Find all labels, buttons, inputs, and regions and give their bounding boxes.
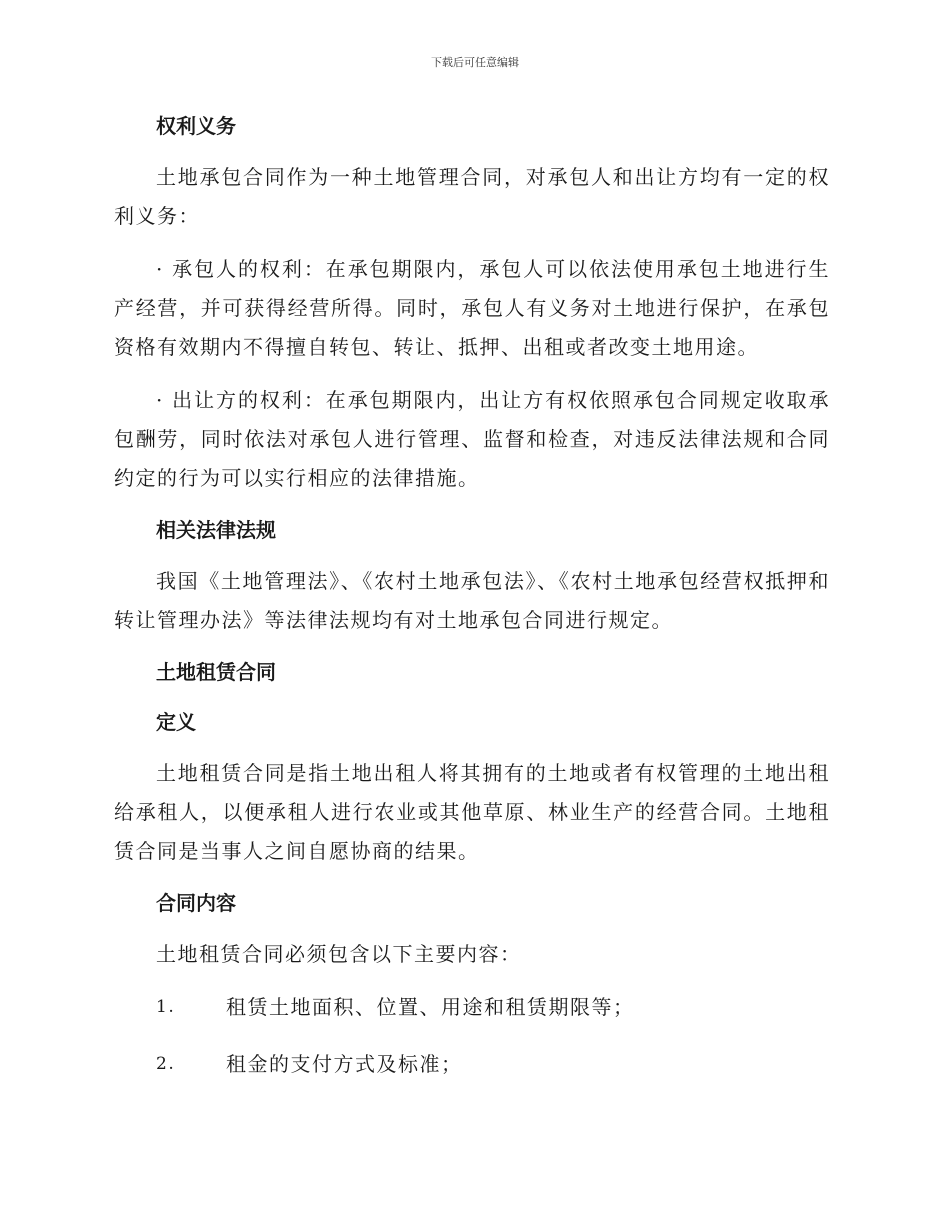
paragraph-transferor-rights: · 出让方的权利：在承包期限内，出让方有权依照承包合同规定收取承包酬劳，同时依法对承包人进行管理、监督和检查，对违反法律法规和合同约定的行为可以实行相应的法律措施。 bbox=[114, 388, 830, 490]
document-body bbox=[114, 108, 830, 1102]
paragraph-laws: 我国《土地管理法》、《农村土地承包法》、《农村土地承包经营权抵押和转让管理办法》等法律法规均有对土地承包合同进行规定。 bbox=[114, 569, 830, 632]
heading-definition: 定义 bbox=[156, 710, 196, 734]
list-item bbox=[114, 988, 830, 1027]
paragraph-content-intro: 土地租赁合同必须包含以下主要内容： bbox=[156, 942, 522, 966]
paragraph-contractor-rights: · 承包人的权利：在承包期限内，承包人可以依法使用承包土地进行生产经营，并可获得经营所得。同时，承包人有义务对土地进行保护，在承包资格有效期内不得擅自转包、转让、抵押、出租或者改变土地用途。 bbox=[114, 257, 830, 359]
paragraph-rights-intro: 土地承包合同作为一种土地管理合同，对承包人和出让方均有一定的权利义务： bbox=[114, 165, 830, 228]
list-item-number: 1. bbox=[156, 997, 176, 1017]
list-item bbox=[114, 1045, 830, 1084]
heading-contract-content: 合同内容 bbox=[156, 891, 236, 915]
list-item-text: 租金的支付方式及标准； bbox=[226, 1052, 463, 1076]
page-header: 下载后可任意编辑 bbox=[431, 56, 519, 69]
heading-rights-obligations: 权利义务 bbox=[156, 114, 236, 138]
heading-related-laws: 相关法律法规 bbox=[156, 518, 276, 542]
paragraph-definition: 土地租赁合同是指土地出租人将其拥有的土地或者有权管理的土地出租给承租人，以便承租人进行农业或其他草原、林业生产的经营合同。土地租赁合同是当事人之间自愿协商的结果。 bbox=[114, 761, 830, 863]
list-item-text: 租赁土地面积、位置、用途和租赁期限等； bbox=[226, 995, 635, 1019]
list-item-number: 2. bbox=[156, 1054, 176, 1074]
heading-land-lease-contract: 土地租赁合同 bbox=[156, 660, 276, 684]
